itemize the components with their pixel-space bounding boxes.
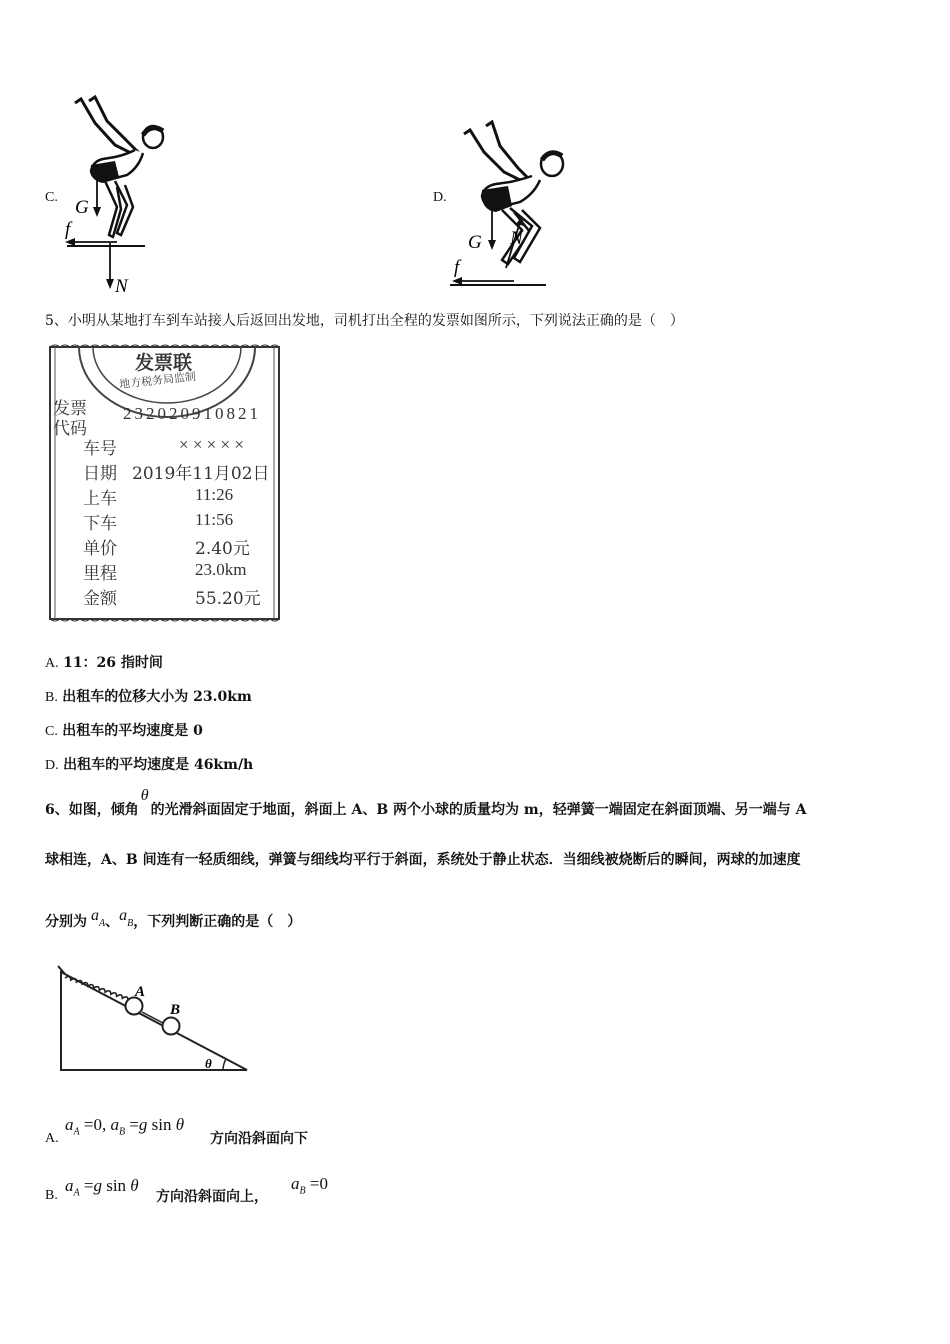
invoice-row-value: × × × × × <box>179 435 244 454</box>
force-label-f: f <box>65 219 71 240</box>
invoice-code-value: 232020910821 <box>123 404 261 423</box>
diver-figure-d <box>440 118 580 298</box>
theta-symbol: θ <box>140 787 149 804</box>
invoice-receipt <box>47 342 282 624</box>
theta-label: θ <box>205 1056 212 1071</box>
seal-subtitle: 地方税务局监制 <box>118 370 197 391</box>
q5-option-c[interactable]: C. 出租车的平均速度是 0 <box>45 723 203 739</box>
option-c-label: C. <box>45 190 58 205</box>
incline-diagram <box>55 960 255 1075</box>
question-6-line-3: 分别为 $a_A$、$a_B$，下列判断正确的是（ ） <box>45 907 302 930</box>
seal-title: 发票联 <box>135 352 193 374</box>
option-d-label: D. <box>433 190 447 205</box>
q5-option-d[interactable]: D. 出租车的平均速度是 46km/h <box>45 757 254 773</box>
force-label-g: G <box>468 232 482 253</box>
diver-figure-c <box>55 95 185 300</box>
q6-option-b-formula2: $a_B =0$ <box>291 1174 328 1197</box>
ball-b-label: B <box>170 1002 181 1018</box>
invoice-code-label-2: 代码 <box>53 419 87 439</box>
invoice-row-label: 车号 <box>83 439 117 459</box>
invoice-row-value: 23.0km <box>195 560 247 579</box>
invoice-code-label-1: 发票 <box>53 399 87 419</box>
force-label-f: f <box>454 257 460 278</box>
question-5-stem: 5、小明从某地打车到车站接人后返回出发地，司机打出全程的发票如图所示，下列说法正确的是（ ） <box>45 313 684 329</box>
force-label-g: G <box>75 197 89 218</box>
q5-option-b[interactable]: B. 出租车的位移大小为 23.0km <box>45 689 252 705</box>
invoice-row-label: 日期 <box>83 464 117 484</box>
force-label-n: N <box>510 228 523 249</box>
invoice-row-label: 里程 <box>83 564 117 584</box>
invoice-row-value: 11:56 <box>195 510 234 529</box>
question-6-line-2: 球相连，A、B 间连有一轻质细线，弹簧与细线均平行于斜面，系统处于静止状态．当细线被烧断后的瞬间，两球的加速度 <box>45 852 801 868</box>
invoice-row-label: 上车 <box>83 489 117 509</box>
invoice-row-value: 11:26 <box>195 485 234 504</box>
invoice-row-value: 2019年11月02日 <box>132 464 270 484</box>
q5-option-a[interactable]: A. 11：26 指时间 <box>45 655 163 671</box>
invoice-row-label: 金额 <box>83 589 117 609</box>
invoice-row-label: 单价 <box>83 539 117 559</box>
q6-option-b-formula: $a_A =g$ sin θ <box>65 1176 139 1199</box>
invoice-row-value: 2.40元 <box>195 539 250 559</box>
question-6-line-1: 6、如图，倾角θ的光滑斜面固定于地面，斜面上 A、B 两个小球的质量均为 m，轻弹簧一端固定在斜面顶端、另一端与 A <box>45 787 807 818</box>
invoice-row-value: 55.20元 <box>195 589 261 609</box>
invoice-row-label: 下车 <box>83 514 117 534</box>
force-label-n: N <box>115 276 128 297</box>
q6-option-a-formula: $a_A =0$, $a_B =g$ sin θ <box>65 1115 185 1138</box>
ball-a-label: A <box>135 984 146 1000</box>
